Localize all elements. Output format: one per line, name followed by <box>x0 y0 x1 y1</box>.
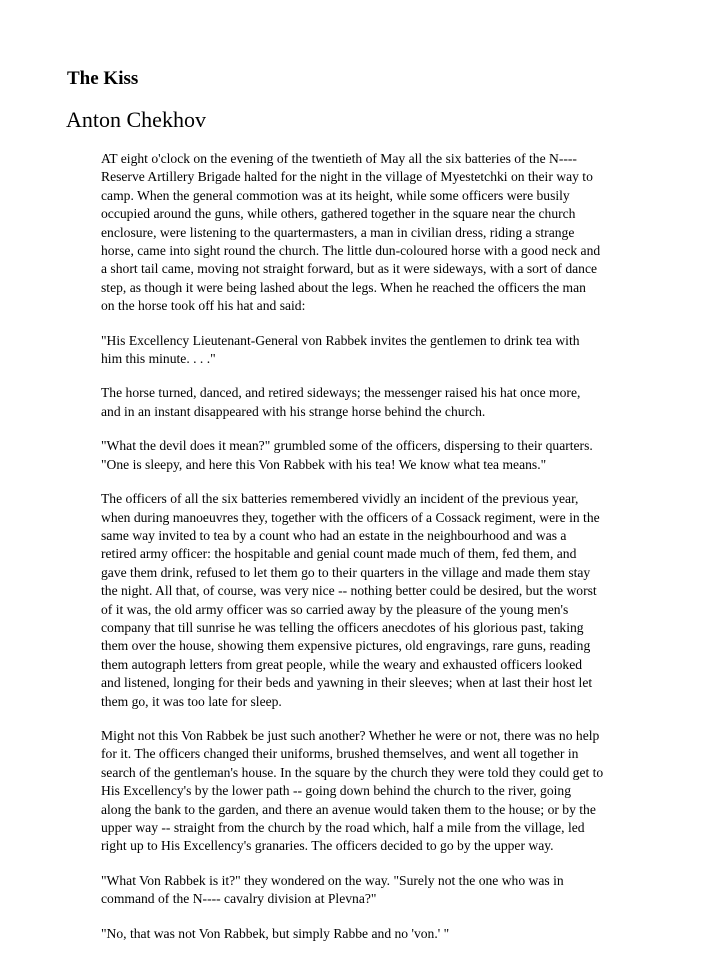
text-line: and in an instant disappeared with his strange horse behind the church. <box>101 403 486 419</box>
text-line: "One is sleepy, and here this Von Rabbek with his tea! We know what tea means." <box>101 456 547 472</box>
paragraph <box>101 437 641 474</box>
paragraph <box>101 332 641 369</box>
paragraph <box>101 727 641 856</box>
text-line: The horse turned, danced, and retired sideways; the messenger raised his hat once more, <box>101 385 581 401</box>
text-line: of it was, the old army officer was so carried away by the pleasure of the young men's <box>101 601 569 617</box>
text-line: command of the N---- cavalry division at Plevna?" <box>101 891 377 907</box>
text-line: "What the devil does it mean?" grumbled some of the officers, dispersing to their quarters. <box>101 438 593 454</box>
paragraph <box>101 150 641 316</box>
text-line: company that till sunrise he was telling the officers anecdotes of his glorious past, taking <box>101 619 584 635</box>
document-title: The Kiss <box>67 68 139 89</box>
text-line: occupied around the guns, while others, gathered together in the square near the church <box>101 206 576 222</box>
text-line: The officers of all the six batteries remembered vividly an incident of the previous year, <box>101 491 579 507</box>
text-line: search of the gentleman's house. In the square by the church they were told they could get to <box>101 764 604 780</box>
paragraph <box>101 872 641 909</box>
text-line: them go, it was too late for sleep. <box>101 693 282 709</box>
text-line: "What Von Rabbek is it?" they wondered on the way. "Surely not the one who was in <box>101 872 564 888</box>
paragraph <box>101 490 641 711</box>
text-line: right up to His Excellency's granaries. The officers decided to go by the upper way. <box>101 838 554 854</box>
text-line: on the horse took off his hat and said: <box>101 298 306 314</box>
text-line: and listened, longing for their beds and yawning in their sleeves; when at last their host let <box>101 675 593 691</box>
text-line: him this minute. . . ." <box>101 351 216 367</box>
text-line: retired army officer: the hospitable and genial count made much of them, fed them, and <box>101 546 577 562</box>
text-line: same way invited to tea by a count who had an estate in the neighbourhood and was a <box>101 527 567 543</box>
text-line: AT eight o'clock on the evening of the twentieth of May all the six batteries of the N---- <box>101 151 577 166</box>
text-line: the night. All that, of course, was very nice -- nothing better could be desired, but the worst <box>101 583 597 599</box>
text-line: step, as though it were being lashed about the legs. When he reached the officers the man <box>101 279 586 295</box>
text-line: camp. When the general commotion was at its height, while some officers were busily <box>101 187 570 203</box>
text-line: His Excellency's by the lower path -- going down behind the church to the river, going <box>101 783 572 799</box>
text-line: gave them drink, refused to let them go to their quarters in the village and made them stay <box>101 564 591 580</box>
text-line: a short tail came, moving not straight forward, but as it were sideways, with a sort of dance <box>101 261 598 277</box>
paragraph <box>101 925 641 943</box>
paragraph <box>101 384 641 421</box>
text-line: horse, came into sight round the church. The little dun-coloured horse with a good neck and <box>101 243 601 259</box>
text-line: along the bank to the garden, and there an avenue would taken them to the house; or by the <box>101 801 596 817</box>
text-line: for it. The officers changed their uniforms, brushed themselves, and went all together in <box>101 746 579 762</box>
text-line: "No, that was not Von Rabbek, but simply Rabbe and no 'von.' " <box>101 925 450 941</box>
text-line: Reserve Artillery Brigade halted for the night in the village of Myestetchki on their way to <box>101 169 593 185</box>
text-line: them autograph letters from great people, while the weary and exhausted officers looked <box>101 656 583 672</box>
text-line: "His Excellency Lieutenant-General von Rabbek invites the gentlemen to drink tea with <box>101 332 580 348</box>
document-body <box>101 150 641 959</box>
text-line: Might not this Von Rabbek be just such another? Whether he were or not, there was no help <box>101 727 600 743</box>
text-line: them over the house, showing them expensive pictures, old engravings, rare guns, reading <box>101 638 591 654</box>
text-line: enclosure, were listening to the quartermasters, a man in civilian dress, riding a strange <box>101 224 575 240</box>
text-line: upper way -- straight from the church by the road which, half a mile from the village, led <box>101 820 585 835</box>
text-line: when during manoeuvres they, together with the officers of a Cossack regiment, were in the <box>101 509 600 525</box>
document-author: Anton Chekhov <box>66 107 206 132</box>
